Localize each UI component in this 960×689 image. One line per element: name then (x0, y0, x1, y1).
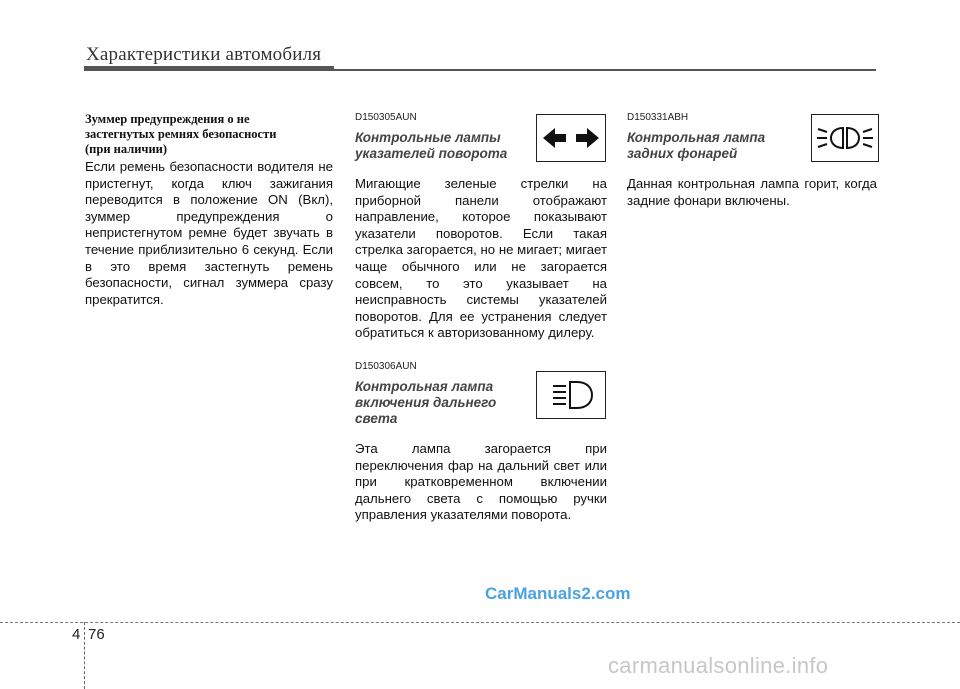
tail-lamp-icon (811, 114, 879, 162)
title-line: света (355, 410, 398, 426)
high-beam-body-text: Эта лампа загорается при переключения фар на дальний свет или при кратковременном включении дальнего света с помощью ручки управления указателями поворота. (355, 440, 607, 523)
title-line: включения дальнего (355, 394, 497, 410)
column-seatbelt (85, 112, 333, 308)
turn-signal-arrows-icon (536, 114, 606, 162)
watermark-carmanuals2[interactable]: CarManuals2.com (485, 584, 631, 603)
high-beam-section (355, 361, 607, 524)
watermark-carmanualsonline[interactable]: carmanualsonline.info (608, 653, 829, 678)
chapter-number: 4 (72, 626, 81, 643)
column-tail-lamp (627, 112, 877, 209)
header-rule-thin (334, 69, 876, 71)
column-indicators (355, 112, 607, 524)
title-line: указателей поворота (355, 146, 508, 161)
title-line: задних фонарей (627, 146, 738, 161)
title-line: Зуммер предупреждения о не (85, 112, 250, 126)
tail-lamp-section (627, 112, 877, 209)
turn-signal-body-text: Мигающие зеленые стрелки на приборной панели отображают направление, которое показывают указатели поворотов. Если такая стрелка загорается, но не мигает; мигает чаще обычного или не загорается совсем, то это указывает на неисправность системы указателей поворотов. Для ее устранения следует обратиться к авторизованному дилеру. (355, 176, 607, 341)
turn-signal-section (355, 112, 607, 342)
section-code: D150306AUN (355, 360, 417, 372)
seatbelt-body-text: Если ремень безопасности водителя не пристегнут, когда ключ зажигания переводится в положение ON (Вкл), зуммер предупреждения о непристегнутом ремне будет звучать в течение приблизительно 6 секунд. Если в это время застегнуть ремень безопасности, сигнал зуммера сразу прекратится. (85, 159, 333, 307)
high-beam-icon (536, 371, 606, 419)
page-title: Характеристики автомобиля (86, 44, 322, 65)
title-line: Контрольная лампа (627, 130, 766, 145)
footer-vertical-rule (84, 622, 85, 689)
header-rule-thick (84, 66, 334, 71)
page-number: 76 (88, 626, 105, 643)
title-line: застегнутых ремнях безопасности (85, 127, 277, 141)
tail-lamp-body-text: Данная контрольная лампа горит, когда задние фонари включены. (627, 176, 877, 208)
section-code: D150305AUN (355, 112, 417, 123)
section-code: D150331ABH (627, 112, 689, 123)
seatbelt-section-title (85, 112, 333, 157)
title-line: Контрольная лампа (355, 378, 494, 394)
footer-rule (0, 622, 960, 623)
title-line: Контрольные лампы (355, 130, 501, 145)
title-line: (при наличии) (85, 142, 168, 156)
